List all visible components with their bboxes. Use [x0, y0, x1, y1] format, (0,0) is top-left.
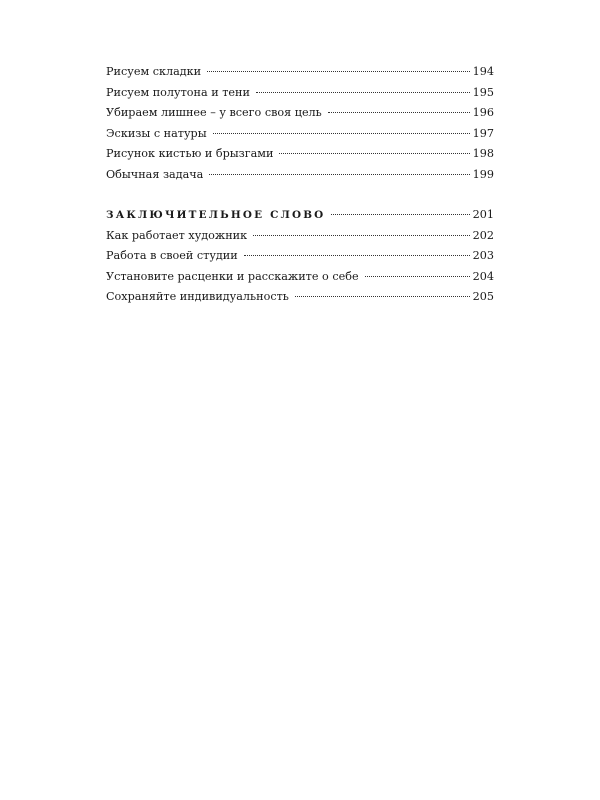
toc-entry-title: Рисуем полутона и тени [106, 85, 250, 99]
toc-entry[interactable] [106, 144, 494, 165]
toc-entry-title: Рисуем складки [106, 65, 202, 78]
toc-entry[interactable] [106, 124, 494, 145]
toc-entry-page: 198 [472, 147, 494, 160]
dot-leader [328, 112, 470, 113]
dot-leader [295, 296, 470, 297]
toc-entry-page: 195 [472, 85, 494, 99]
toc-entry-page: 197 [472, 126, 494, 140]
dot-leader [207, 71, 470, 72]
toc-entry-page: 204 [472, 269, 494, 283]
dot-leader [209, 174, 469, 175]
toc-entry-page: 194 [472, 65, 494, 78]
toc-entry-title: Как работает художник [106, 228, 248, 242]
toc-entry-title: Убираем лишнее – у всего своя цель [106, 106, 322, 119]
dot-leader [253, 235, 470, 236]
toc-entry[interactable] [106, 246, 494, 267]
toc-entry-title: Работа в своей студии [106, 249, 238, 262]
toc-entry-title: Установите расценки и расскажите о себе [106, 269, 359, 283]
toc-entry-title: Обычная задача [106, 167, 204, 181]
dot-leader [256, 92, 470, 93]
dot-leader [244, 255, 470, 256]
toc-entry[interactable] [106, 287, 494, 308]
toc-section-conclusion [106, 205, 494, 308]
toc-entry[interactable] [106, 83, 494, 104]
toc-entry-title: Рисунок кистью и брызгами [106, 147, 274, 160]
toc-entry-page: 196 [472, 106, 494, 119]
dot-leader [213, 133, 470, 134]
table-of-contents [106, 62, 494, 308]
toc-entry[interactable] [106, 267, 494, 288]
toc-entry-page: 205 [472, 290, 494, 303]
toc-entry[interactable] [106, 62, 494, 83]
toc-entry-page: 199 [472, 167, 494, 181]
toc-section-drawing [106, 62, 494, 185]
toc-chapter-page: 201 [472, 208, 494, 221]
toc-chapter-title: ЗАКЛЮЧИТЕЛЬНОЕ СЛОВО [106, 209, 326, 221]
toc-entry-page: 203 [472, 249, 494, 262]
dot-leader [279, 153, 469, 154]
toc-entry-title: Эскизы с натуры [106, 126, 207, 140]
toc-chapter-heading[interactable] [106, 205, 494, 226]
dot-leader [331, 214, 469, 215]
toc-entry-page: 202 [472, 228, 494, 242]
toc-entry[interactable] [106, 103, 494, 124]
dot-leader [365, 276, 470, 277]
toc-entry-title: Сохраняйте индивидуальность [106, 290, 289, 303]
toc-entry[interactable] [106, 226, 494, 247]
toc-entry[interactable] [106, 165, 494, 186]
